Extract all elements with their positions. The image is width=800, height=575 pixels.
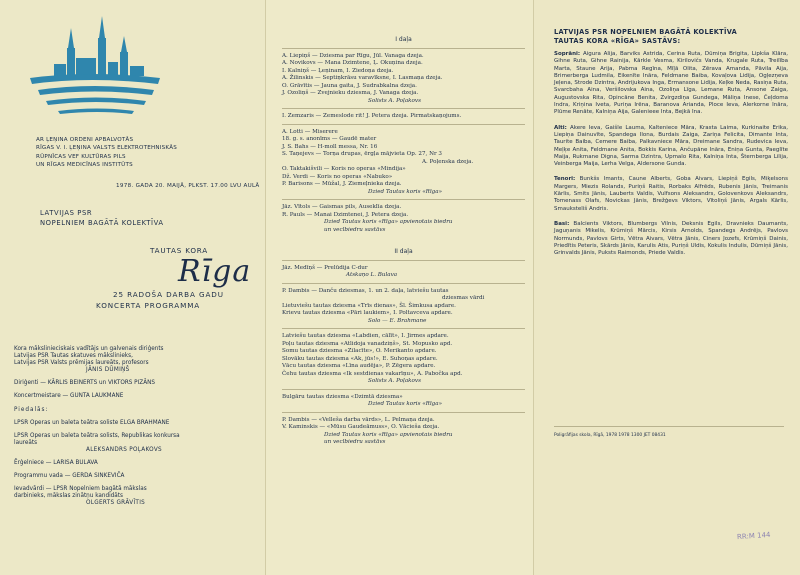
roster-heading-line: TAUTAS KORA «RĪGA» SASTĀVS: (554, 36, 681, 45)
sopranos-names: Aigura Alija, Barviks Astrida, Cerina Ruta, Dūmiņa Brigita, Lipkša Klāra, Gihne Ruta, Gihne Rainija, Kārkle Vesma, Kirilovičs Vanda, Krugale Ruta, Treilība Marta, Staune Arija, Pabma Regīna, Mīļā Olita, Zērava Amanda, Pāvila Aija, Brimerberga Ludmila, Eikenīte Ināra, Feldmane Baiba, Kovaļova Lidija, Ogļezņeva Jeļena, Strode Dzintra, Andrijukova Inga, Ermansone Lidija, Keļke Neda, Rasiņa Ruta, Svarcbaha Aina, Veršilovska Aina, Ozoliņa Līga, Lemane Ruta, Ansone Zaiga, Augustovska Rita, Opincāne Benita, Zvirgzdiņa Gundega, Māliņa Inese, Čeļdoma Indra, Kriņina Iveta, Puriņa Irēna, Baranova Arianda, Ploce Ieva, Alerkorne Ināra, Plūme Renāte, Kalniņa Aija, Galenieee Inta, Bejkā Ina. (554, 51, 789, 116)
soloist2-line: laureāts (14, 439, 38, 446)
cover-panel (0, 0, 265, 575)
program-item: J. S. Bahs — H-moll messa, Nr. 16 (282, 143, 378, 150)
program-item: O. Grāvītis — Jauna gaita, J. Sudrabkalna dzeja. (282, 82, 417, 89)
choir-note: Dzied Tautas koris «Rīga» apvienotais biedru (324, 431, 453, 438)
intro-line: AR ĻEŅINA ORDENI APBALVOTĀS (36, 137, 134, 143)
tenors-section (554, 176, 788, 212)
collective-line: NOPELNIEM BAGĀTĀ KOLEKTĪVA (40, 219, 164, 227)
program-item: Jāz. Medīņš — Prelūdija C-dur (282, 264, 368, 271)
soloist2-name: ALEKSANDRS POĻAKOVS (86, 446, 162, 453)
choir-note: Dzied Tautas koris «Rīga» apvienotais biedru (324, 219, 453, 225)
director-line: Latvijas PSR Valsts prēmijas laureāts, profesors (14, 360, 149, 367)
program-item: P. Dambis — Danču dziesmas, 1. un 2. daļa, latviešu tautas (282, 287, 449, 294)
altos-label: Alti: (554, 124, 567, 131)
choir-note: un veclbiedru sastāvs (324, 439, 386, 445)
concertmaster-line: Koncertmeistare — GUNTA LAUKMANE (14, 393, 124, 400)
soloist-note: Solists A. Poļakovs (368, 97, 421, 104)
choir-note: Dzied Tautas koris «Rīga» (368, 401, 442, 407)
director-name: JĀNIS DŪMIŅŠ (86, 367, 130, 374)
event-date: 1978. GADA 20. MAIJĀ, PLKST. 17.00 LVU AULĀ (116, 183, 260, 189)
tenors-names: Bunkšs Imants, Caune Alberts, Goba Aivars, Liepiņš Egils, Miķelsons Margers, Miezis Rolands, Puriņš Raitis, Rorbaks Alfrēds, Rubenis Jānis, Treimanis Kārlis, Smits Jānis, Lauberts Valdis, Vulfsons Aleksandrs, Golovenkovs Aleksandrs, Tomenass Olafs, Novickas Jānis, Brežģevs Viktors, Vītoliņš Jānis, Argals Kārlis, Smauksteliš Andris. (554, 176, 788, 212)
anniversary-line: 25 RADOŠA DARBA GADU (113, 290, 224, 299)
speaker-line: Ievadvārdi — LPSR Nopelniem bagātā mākslas (14, 486, 147, 493)
program-item: Krievu tautas dziesma «Pāri laukiem», I. Poltavceva apdare. (282, 310, 453, 316)
organist-note: Atskaņo L. Bulava (346, 272, 398, 278)
program-item: Latviešu tautas dziesma «Labdien, cālīt», I. Jirmes apdare. (282, 333, 449, 339)
program-item: I. Zemzaris — Zemeslode rit! J. Petera dzeja. Pirmatskaņojums. (282, 113, 462, 119)
speaker-line: darbinieks, mākslas zinātņu kandidāts (14, 493, 123, 500)
program-item: Lietuviešu tautas dziesma «Trīs dienas», Šl. Šimkusa apdare. (282, 302, 456, 309)
program-item: J. Ozoliņš — Zvejnieku dziesma, J. Vanaga dzeja. (282, 90, 419, 96)
program-item: A. Novikovs — Mana Dzimtene, Ļ. Okuņina dzeja. (282, 60, 423, 66)
sopranos-label: Soprāni: (554, 51, 581, 57)
intro-line: RŪPNĪCAS VEF KULTŪRAS PILS (36, 153, 126, 160)
altos-section (554, 125, 788, 169)
program-item: dziesmas vārdi (442, 295, 485, 301)
program-item: O. Taktakišvili — Koris no operas «Mindija» (282, 166, 406, 172)
program-item: P. Dambis — «Velleša darba vārds», L. Pelmaņa dzeja. (282, 416, 435, 423)
soloist1-line: LPSR Operas un baleta teātra soliste ELGA BRAHMANE (14, 419, 170, 426)
part2-title: II daļa (394, 248, 413, 255)
part1-title: I daļa (395, 36, 412, 43)
program-item: 18. g. s. anonīms — Gaudē mater (282, 136, 377, 142)
soloist-note: Solists A. Poļakovs (368, 378, 421, 384)
intro-line: UN RĪGAS MEDICĪNAS INSTITŪTS (36, 161, 133, 168)
organist-line: Ērģelniece — LARISA BULAVA (14, 460, 98, 467)
altos-names: Akere Ieva, Gaišle Lauma, Kalteniece Māra, Krasta Laima, Kurkinaite Erika, Liepiņa Dainuvīte, Spandega Ilona, Burdais Zaiga, Zariņa Felicita, Dimante Inta, Taurite Baiba, Cemere Baiba, Palkavniece Māra, Dreimane Sandra, Rudevica Ieva, Meļķe Anita, Feldmane Anita, Bokkis Karina, Ančupāne Ināra, Eniņa Gunta, Paeglīte Maija, Rukmane Digna, Sarma Dzintra, Upmalo Rita, Kalniņa Inta, Šternberga Lilija, Veinberga Maija, Lerha Velga, Aldersone Gunda. (554, 124, 788, 168)
program-item: A. Žilinskis — Septiņkrāsu varavīksne, I. Lasmaņa dzeja. (282, 75, 443, 81)
program-panel (265, 0, 533, 575)
program-item: Dž. Verdi — Koris no operas «Nabuko» (282, 173, 393, 180)
program-item: A. Poļenska dzeja. (422, 158, 474, 165)
director-line: Kora mākslinieciskais vadītājs un galvenais diriģents (14, 346, 164, 352)
choir-note: un veclbiedru sastāvs (324, 226, 386, 233)
program-item: Bulgāru tautas dziesma «Dzimtā dziesma» (282, 393, 403, 400)
anniversary-line: KONCERTA PROGRAMMA (96, 301, 201, 310)
riga-skyline-logo (10, 6, 170, 124)
tenors-label: Tenori: (554, 176, 576, 183)
program-host-line: Programmu vada — GERDA SINKEVIČA (14, 473, 125, 480)
choir-note: Dzied Tautas koris «Rīga» (368, 188, 442, 195)
anniversary-title (96, 289, 224, 311)
program-item: Čehu tautas dziesma «Ik sestdienas vakarīņu», A. Pabočka apd. (282, 370, 463, 377)
program-item: I. Kalniņš — Ļeņinam, I. Ziedoņa dzeja. (282, 67, 394, 74)
collective-line: LATVIJAS PSR (40, 209, 93, 217)
collective-title (40, 208, 164, 228)
sopranos-section (554, 51, 788, 117)
basses-names: Balcients Viktors, Blumbergs Vilnis, Deksnis Egils, Dravnieks Daumants, Jaguņanis Mikelis, Krūmiņš Mārcis, Kirsis Arnolds, Spandegs Andrējs, Pavlovs Normunds, Pavlovs Girts, Vētra Aivars, Vētra Jānis, Ciners Jozefs, Krūmiņš Dainis, Priedītis Peteris, Skārds Jānis, Karulis Atis, Puriņš Uldis, Kokulis Indulis, Dūmiņš Jānis, Grinvalds Jānis, Puksts Raimonds, Priede Valdis. (554, 220, 788, 257)
program-item: V. Kaminskis — «Mūsu Gaudeāmuss», O. Vācieša dzeja. (282, 424, 440, 430)
program-item: S. Taņejevs — Torņa drupas, ērgļa mājvieta Op. 27, Nr 3 (282, 151, 442, 157)
choir-name-riga: Rīga (178, 254, 252, 289)
program-item: Poļu tautas dziesma «Atlidoja vanadziņš», St. Mopusko apd. (282, 340, 453, 347)
program-item: A. Lotti — Miserere (282, 128, 338, 135)
conductors-line: Diriģenti — KĀRLIS BEINERTS un VIKTORS PIZĀNS (14, 380, 155, 387)
folk-choir-label: TAUTAS KORA (150, 246, 209, 255)
roster-heading (554, 28, 788, 45)
program-item: R. Pauls — Manai Dzimtenei, J. Petera dzeja. (282, 211, 409, 218)
archive-stamp: RR:M 144 (736, 530, 771, 542)
basses-section (554, 221, 788, 257)
participants-label: Piedalās: (14, 406, 49, 413)
organizers-text (36, 136, 256, 169)
director-line: Latvijas PSR Tautas skatuves mākslinieks, (14, 353, 133, 360)
soloist2-line: LPSR Operas un baleta teātra solists, Republikas konkursa (14, 432, 180, 439)
printer-imprint: Poligrāfijas skola, Rīgā, 1978 1978 1300 JET 08431 (554, 426, 784, 438)
solo-note: Solo — E. Brahmane (368, 317, 427, 324)
credits-block (14, 346, 259, 508)
program-item: Vācu tautas dziesma «Līna audēja», P. Zēgera apdare. (282, 363, 436, 369)
speaker-name: OLGERTS GRĀVĪTIS (86, 500, 146, 507)
roster-heading-line: LATVIJAS PSR NOPELNIEM BAGĀTĀ KOLEKTĪVA (554, 28, 738, 36)
basses-label: Basi: (554, 220, 570, 227)
program-item: Jāz. Vītols — Gaismas pils, Auseklīa dzeja. (282, 204, 402, 210)
intro-line: RĪGAS V. I. ĻEŅINA VALSTS ELEKTROTEHNISKĀS (36, 145, 177, 152)
program-item: P. Barisons — Mūžal, J. Ziemeļnieka dzeja. (282, 181, 402, 187)
roster-panel (533, 0, 800, 575)
program-item: Somu tautas dziesma «Zilacīte», O. Merikanto apdare. (282, 348, 437, 354)
program-item: A. Liepiņš — Dziesma par Rīgu, Jūl. Vanaga dzeja. (282, 52, 424, 59)
program-item: Slovāku tautas dziesma «Ak, jūs!», E. Suhoņas apdare. (282, 355, 438, 362)
